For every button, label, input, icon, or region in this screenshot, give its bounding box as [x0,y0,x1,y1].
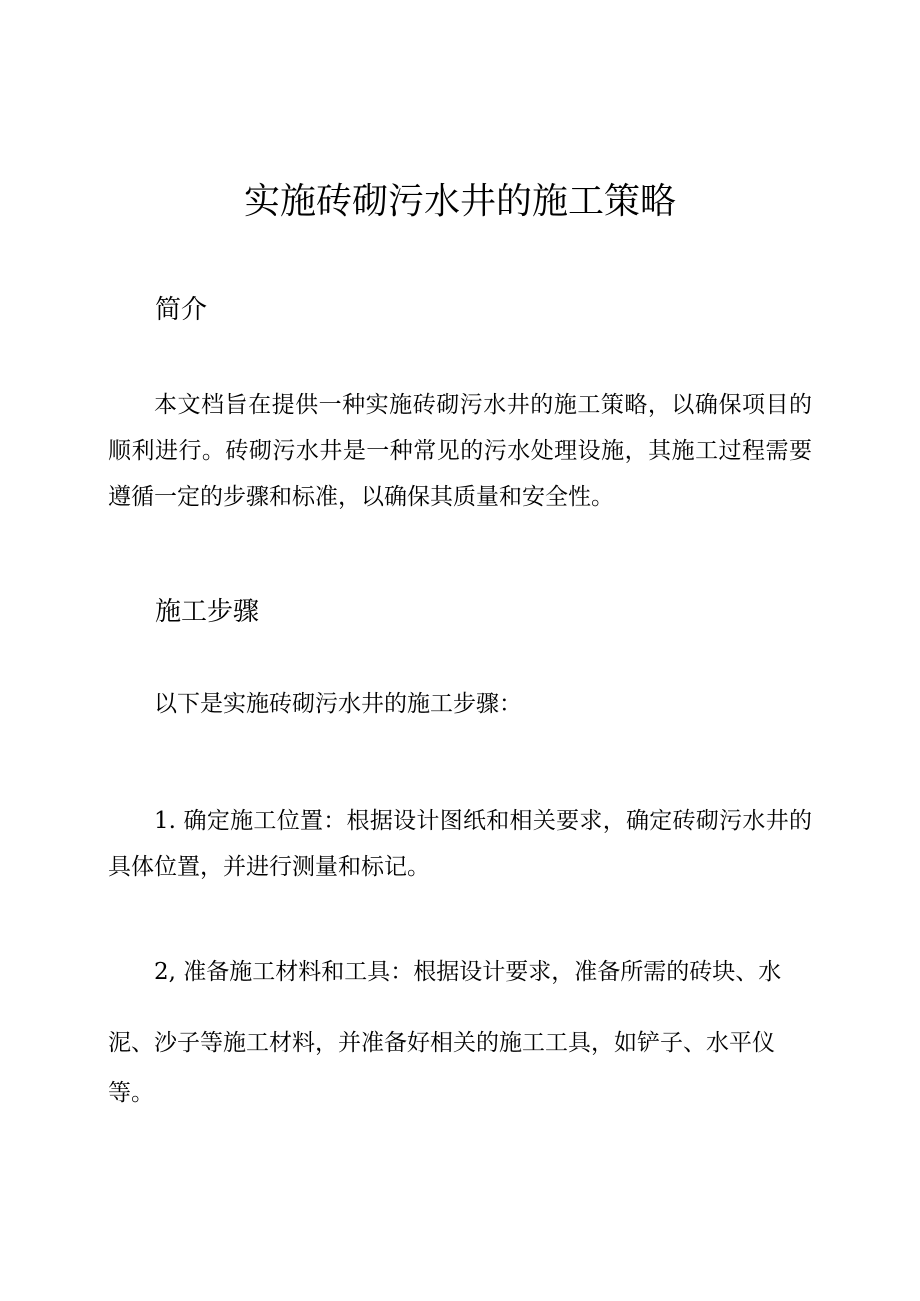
document-title: 实施砖砌污水井的施工策略 [243,181,676,222]
steps-intro-paragraph: 以下是实施砖砌污水井的施工步骤： [154,691,522,717]
step-1-paragraph: 1. 确定施工位置：根据设计图纸和相关要求，确定砖砌污水井的具体位置，并进行测量和标记。 [108,808,812,880]
section-heading-intro: 简介 [155,295,208,325]
step-2-line-2: 泥、沙子等施工材料，并准备好相关的施工工具，如铲子、水平仪 [108,1030,775,1056]
section-heading-steps: 施工步骤 [155,597,260,627]
step-2-line-3: 等。 [108,1080,154,1106]
step-2-line-1: 2, 准备施工材料和工具：根据设计要求，准备所需的砖块、水 [154,959,782,985]
intro-paragraph: 本文档旨在提供一种实施砖砌污水井的施工策略，以确保项目的顺利进行。砖砌污水井是一种常见的污水处理设施，其施工过程需要遵循一定的步骤和标准，以确保其质量和安全性。 [108,392,812,510]
